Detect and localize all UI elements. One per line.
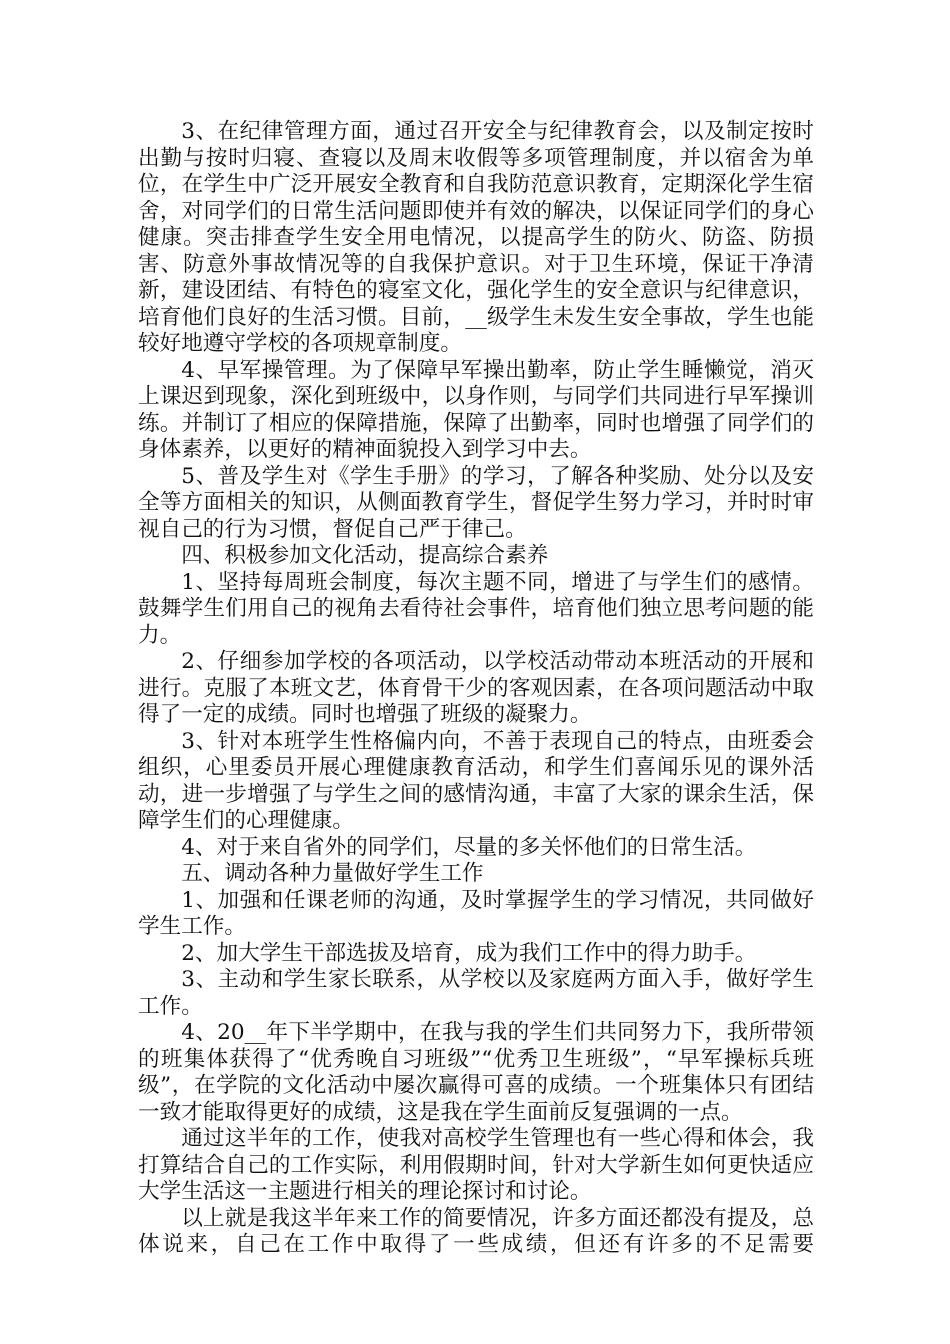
paragraph-class-honors: 4、20__年下半学期中，在我与我的学生们共同努力下，我所带领的班集体获得了“优秀晚自习班级”“优秀卫生班级”，“早军操标兵班级”，在学院的文化活动中屡次赢得可喜的成绩。一个班集体只有团结一致才能取得更好的成绩，这是我在学生面前反复强调的一点。	[138, 1020, 814, 1125]
paragraph-discipline-management: 3、在纪律管理方面，通过召开安全与纪律教育会，以及制定按时出勤与按时归寝、查寝以及周末收假等多项管理制度，并以宿舍为单位，在学生中广泛开展安全教育和自我防范意识教育，定期深化学生宿舍，对同学们的日常生活问题即使并有效的解决，以保证同学们的身心健康。突击排查学生安全用电情况，以提高学生的防火、防盗、防损害、防意外事故情况等的自我保护意识。对于卫生环境，保证干净清新，建设团结、有特色的寝室文化，强化学生的安全意识与纪律意识，培育他们良好的生活习惯。目前，__级学生未发生安全事故，学生也能较好地遵守学校的各项规章制度。	[138, 119, 814, 356]
paragraph-out-of-province-students: 4、对于来自省外的同学们，尽量的多关怀他们的日常生活。	[181, 834, 757, 860]
section-heading-cultural-activities: 四、积极参加文化活动，提高综合素养	[181, 543, 549, 568]
paragraph-reflection: 通过这半年的工作，使我对高校学生管理也有一些心得和体会，我打算结合自己的工作实际，利用假期时间，针对大学新生如何更快适应大学生活这一主题进行相关的理论探讨和讨论。	[138, 1126, 814, 1204]
paragraph-school-activities: 2、仔细参加学校的各项活动，以学校活动带动本班活动的开展和进行。克服了本班文艺，体育骨干少的客观因素，在各项问题活动中取得了一定的成绩。同时也增强了班级的凝聚力。	[138, 649, 814, 727]
paragraph-class-meetings: 1、坚持每周班会制度，每次主题不同，增进了与学生们的感情。鼓舞学生们用自己的视角去看待社会事件，培育他们独立思考问题的能力。	[138, 569, 814, 648]
document-page	[138, 119, 814, 1259]
paragraph-mental-health: 3、针对本班学生性格偏内向，不善于表现自己的特点，由班委会组织，心里委员开展心理健康教育活动，和学生们喜闻乐见的课外活动，进一步增强了与学生之间的感情沟通，丰富了大家的课余生活，保障学生们的心理健康。	[138, 728, 814, 833]
paragraph-student-cadres: 2、加大学生干部选拔及培育，成为我们工作中的得力助手。	[181, 940, 757, 966]
paragraph-summary: 以上就是我这半年来工作的简要情况，许多方面还都没有提及，总体说来，自己在工作中取得了一些成绩，但还有许多的不足需要	[138, 1205, 814, 1257]
paragraph-teacher-communication: 1、加强和任课老师的沟通，及时掌握学生的学习情况，共同做好学生工作。	[138, 887, 814, 939]
paragraph-morning-drill: 4、早军操管理。为了保障早军操出勤率，防止学生睡懒觉，消灭上课迟到现象，深化到班级中，以身作则，与同学们共同进行早军操训练。并制订了相应的保障措施，保障了出勤率，同时也增强了同学们的身体素养，以更好的精神面貌投入到学习中去。	[138, 357, 814, 462]
section-heading-student-work: 五、调动各种力量做好学生工作	[181, 861, 484, 886]
paragraph-parent-contact: 3、主动和学生家长联系，从学校以及家庭两方面入手，做好学生工作。	[138, 967, 814, 1019]
paragraph-student-handbook: 5、普及学生对《学生手册》的学习，了解各种奖励、处分以及安全等方面相关的知识，从侧面教育学生，督促学生努力学习，并时时审视自己的行为习惯，督促自己严于律己。	[138, 463, 814, 542]
